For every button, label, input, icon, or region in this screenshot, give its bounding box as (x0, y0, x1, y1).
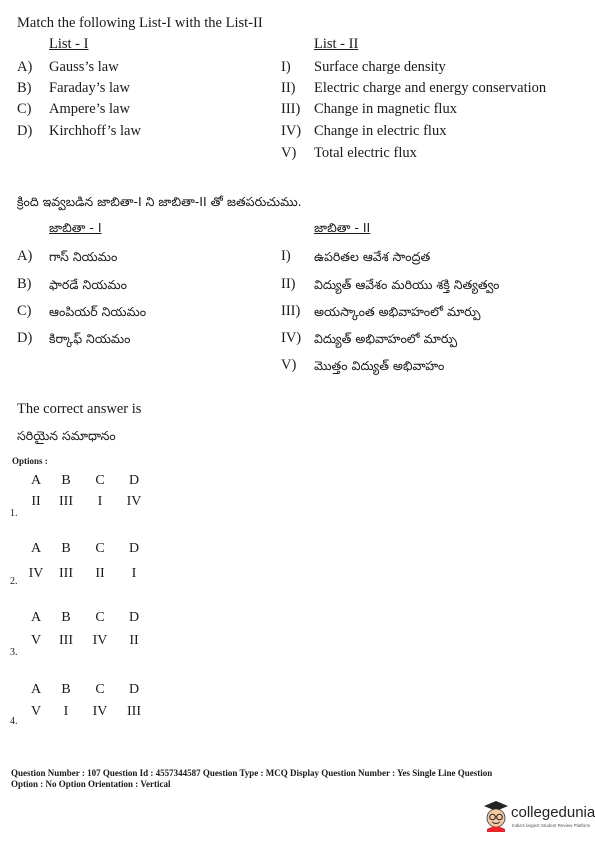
list1-label: D) (17, 123, 33, 139)
option-value: IV (92, 633, 108, 648)
list2-label: II) (281, 80, 296, 96)
option-col-header: B (61, 682, 71, 697)
telugu-list1-item: ఫారడే నియమం (49, 277, 127, 292)
option-number: 2. (10, 576, 18, 587)
telugu-list2-label: III) (281, 303, 301, 319)
logo-tagline: India's largest Student Review Platform (512, 823, 591, 828)
list2-item: Change in magnetic flux (314, 101, 457, 117)
correct-answer-label-telugu: సరియైన సమాధానం (17, 428, 116, 443)
option-value: III (59, 494, 73, 509)
option-number: 3. (10, 647, 18, 658)
option-col-header: C (95, 682, 105, 697)
question-metadata-line1: Question Number : 107 Question Id : 4557344587 Question Type : MCQ Display Question Number : Yes Single Line Question (11, 768, 493, 778)
option-col-header: A (30, 682, 42, 697)
option-value: IV (126, 494, 142, 509)
list1-item: Faraday’s law (49, 80, 130, 96)
list2-label: I) (281, 59, 291, 75)
option-value: IV (92, 704, 108, 719)
list2-item: Surface charge density (314, 59, 446, 75)
telugu-list1-item: గాస్ నియమం (49, 249, 118, 264)
collegedunia-logo (481, 796, 595, 836)
telugu-list1-label: B) (17, 276, 32, 292)
option-value: II (129, 633, 139, 648)
telugu-list1-label: D) (17, 330, 33, 346)
option-value: III (59, 633, 73, 648)
telugu-list1-label: A) (17, 248, 33, 264)
list2-item: Electric charge and energy conservation (314, 80, 547, 96)
question-instruction-english: Match the following List-I with the List-II (17, 15, 263, 31)
option-value: I (131, 566, 137, 581)
option-value: V (30, 704, 42, 719)
telugu-list2-item: ఉపరితల ఆవేశ సాంద్రత (314, 249, 431, 264)
telugu-list1-item: కిర్కాఫ్ నియమం (49, 331, 131, 346)
options-header: Options : (12, 456, 48, 466)
list1-header: List - I (49, 36, 89, 52)
list1-item: Kirchhoff’s law (49, 123, 141, 139)
option-value: I (63, 704, 69, 719)
list1-label: A) (17, 59, 33, 75)
option-value: III (59, 566, 73, 581)
logo-wordmark: collegedunia (511, 804, 595, 821)
option-col-header: C (95, 610, 105, 625)
list2-label: IV) (281, 123, 302, 139)
option-col-header: C (95, 473, 105, 488)
option-value: V (30, 633, 42, 648)
option-col-header: B (61, 473, 71, 488)
option-col-header: D (128, 682, 140, 697)
option-col-header: B (61, 541, 71, 556)
telugu-list1-item: ఆంపియర్ నియమం (49, 304, 147, 319)
list1-label: C) (17, 101, 32, 117)
telugu-list2-item: విద్యుత్ అభివాహంలో మార్పు (314, 331, 458, 346)
telugu-list2-label: IV) (281, 330, 302, 346)
list2-item: Change in electric flux (314, 123, 447, 139)
telugu-list2-item: మొత్తం విద్యుత్ అభివాహం (314, 358, 445, 373)
option-value: II (31, 494, 41, 509)
telugu-list1-header: జాబితా - I (49, 220, 102, 235)
option-col-header: A (30, 473, 42, 488)
option-value: IV (28, 566, 44, 581)
option-col-header: B (61, 610, 71, 625)
list2-label: V) (281, 145, 297, 161)
option-col-header: A (30, 610, 42, 625)
telugu-list2-item: విద్యుత్ ఆవేశం మరియు శక్తి నిత్యత్వం (314, 277, 500, 292)
list2-label: III) (281, 101, 301, 117)
telugu-list2-label: I) (281, 248, 291, 264)
list1-label: B) (17, 80, 32, 96)
telugu-list2-item: అయస్కాంత అభివాహంలో మార్పు (314, 304, 481, 319)
telugu-list1-label: C) (17, 303, 32, 319)
option-value: I (97, 494, 103, 509)
option-col-header: C (95, 541, 105, 556)
telugu-list2-label: V) (281, 357, 297, 373)
list2-header: List - II (314, 36, 359, 52)
question-instruction-telugu: క్రింది ఇవ్వబడిన జాబితా-I ని జాబితా-II తో జతపరుచుము. (17, 194, 302, 209)
option-col-header: D (128, 610, 140, 625)
student-mascot-icon (481, 798, 511, 832)
option-value: III (127, 704, 141, 719)
telugu-list2-label: II) (281, 276, 296, 292)
option-col-header: D (128, 541, 140, 556)
option-number: 1. (10, 508, 18, 519)
option-number: 4. (10, 716, 18, 727)
question-metadata-line2: Option : No Option Orientation : Vertical (11, 779, 171, 789)
option-value: II (95, 566, 105, 581)
telugu-list2-header: జాబితా - II (314, 220, 371, 235)
correct-answer-label-english: The correct answer is (17, 401, 142, 417)
option-col-header: D (128, 473, 140, 488)
list1-item: Gauss’s law (49, 59, 119, 75)
list1-item: Ampere’s law (49, 101, 130, 117)
list2-item: Total electric flux (314, 145, 417, 161)
option-col-header: A (30, 541, 42, 556)
